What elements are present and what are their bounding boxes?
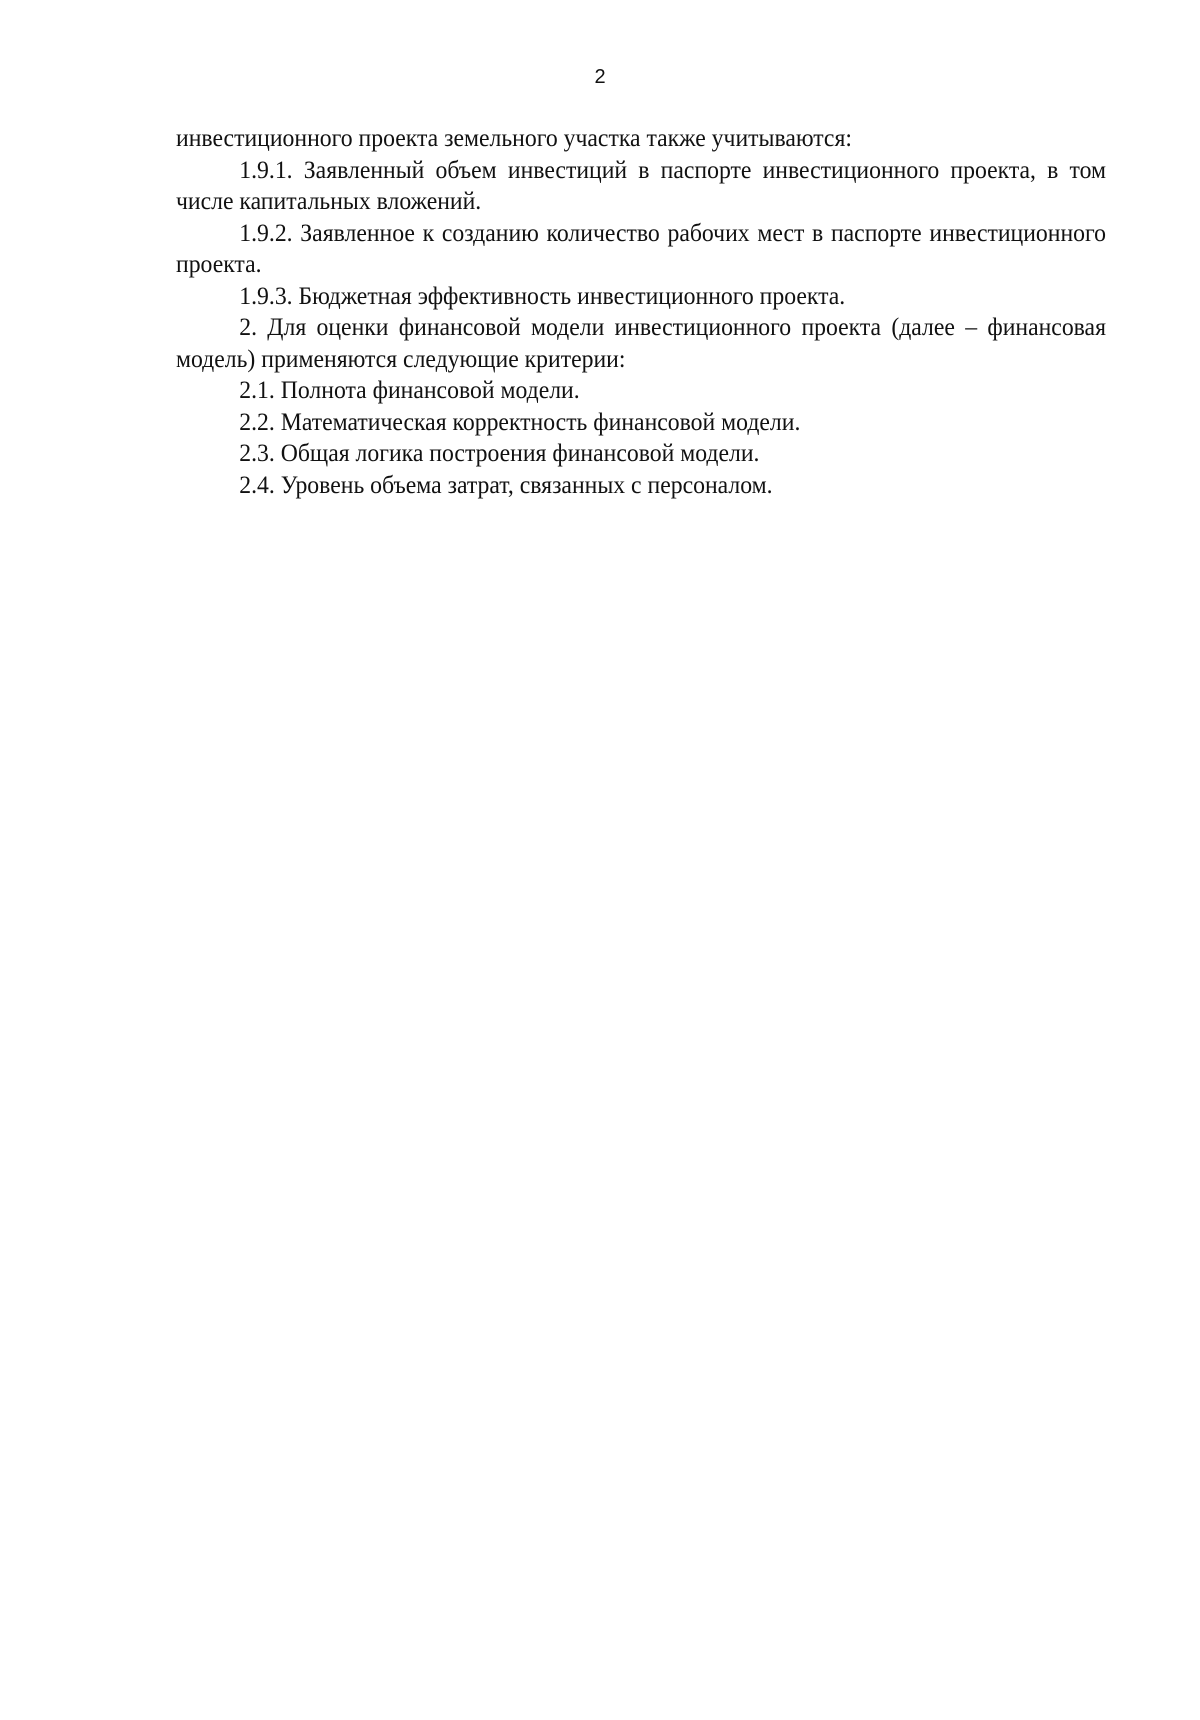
paragraph-1-9-3: 1.9.3. Бюджетная эффективность инвестиционного проекта. [239,280,846,310]
paragraph-1-9-1: 1.9.1. Заявленный объем инвестиций в паспорте инвестиционного проекта, в том числе капитальных вложений. [176,154,1107,215]
page-number: 2 [594,66,606,88]
paragraph-1-9-2: 1.9.2. Заявленное к созданию количество рабочих мест в паспорте инвестиционного проекта. [176,217,1107,278]
paragraph-2-2: 2.2. Математическая корректность финансовой модели. [239,406,801,436]
document-body [176,122,1106,500]
paragraph-2: 2. Для оценки финансовой модели инвестиционного проекта (далее – финансовая модель) применяются следующие критерии: [176,312,1107,373]
paragraph-2-1: 2.1. Полнота финансовой модели. [239,375,580,404]
paragraph-2-4: 2.4. Уровень объема затрат, связанных с персоналом. [239,469,773,499]
paragraph-2-3: 2.3. Общая логика построения финансовой модели. [239,438,760,467]
paragraph-intro: инвестиционного проекта земельного участка также учитываются: [176,123,852,152]
